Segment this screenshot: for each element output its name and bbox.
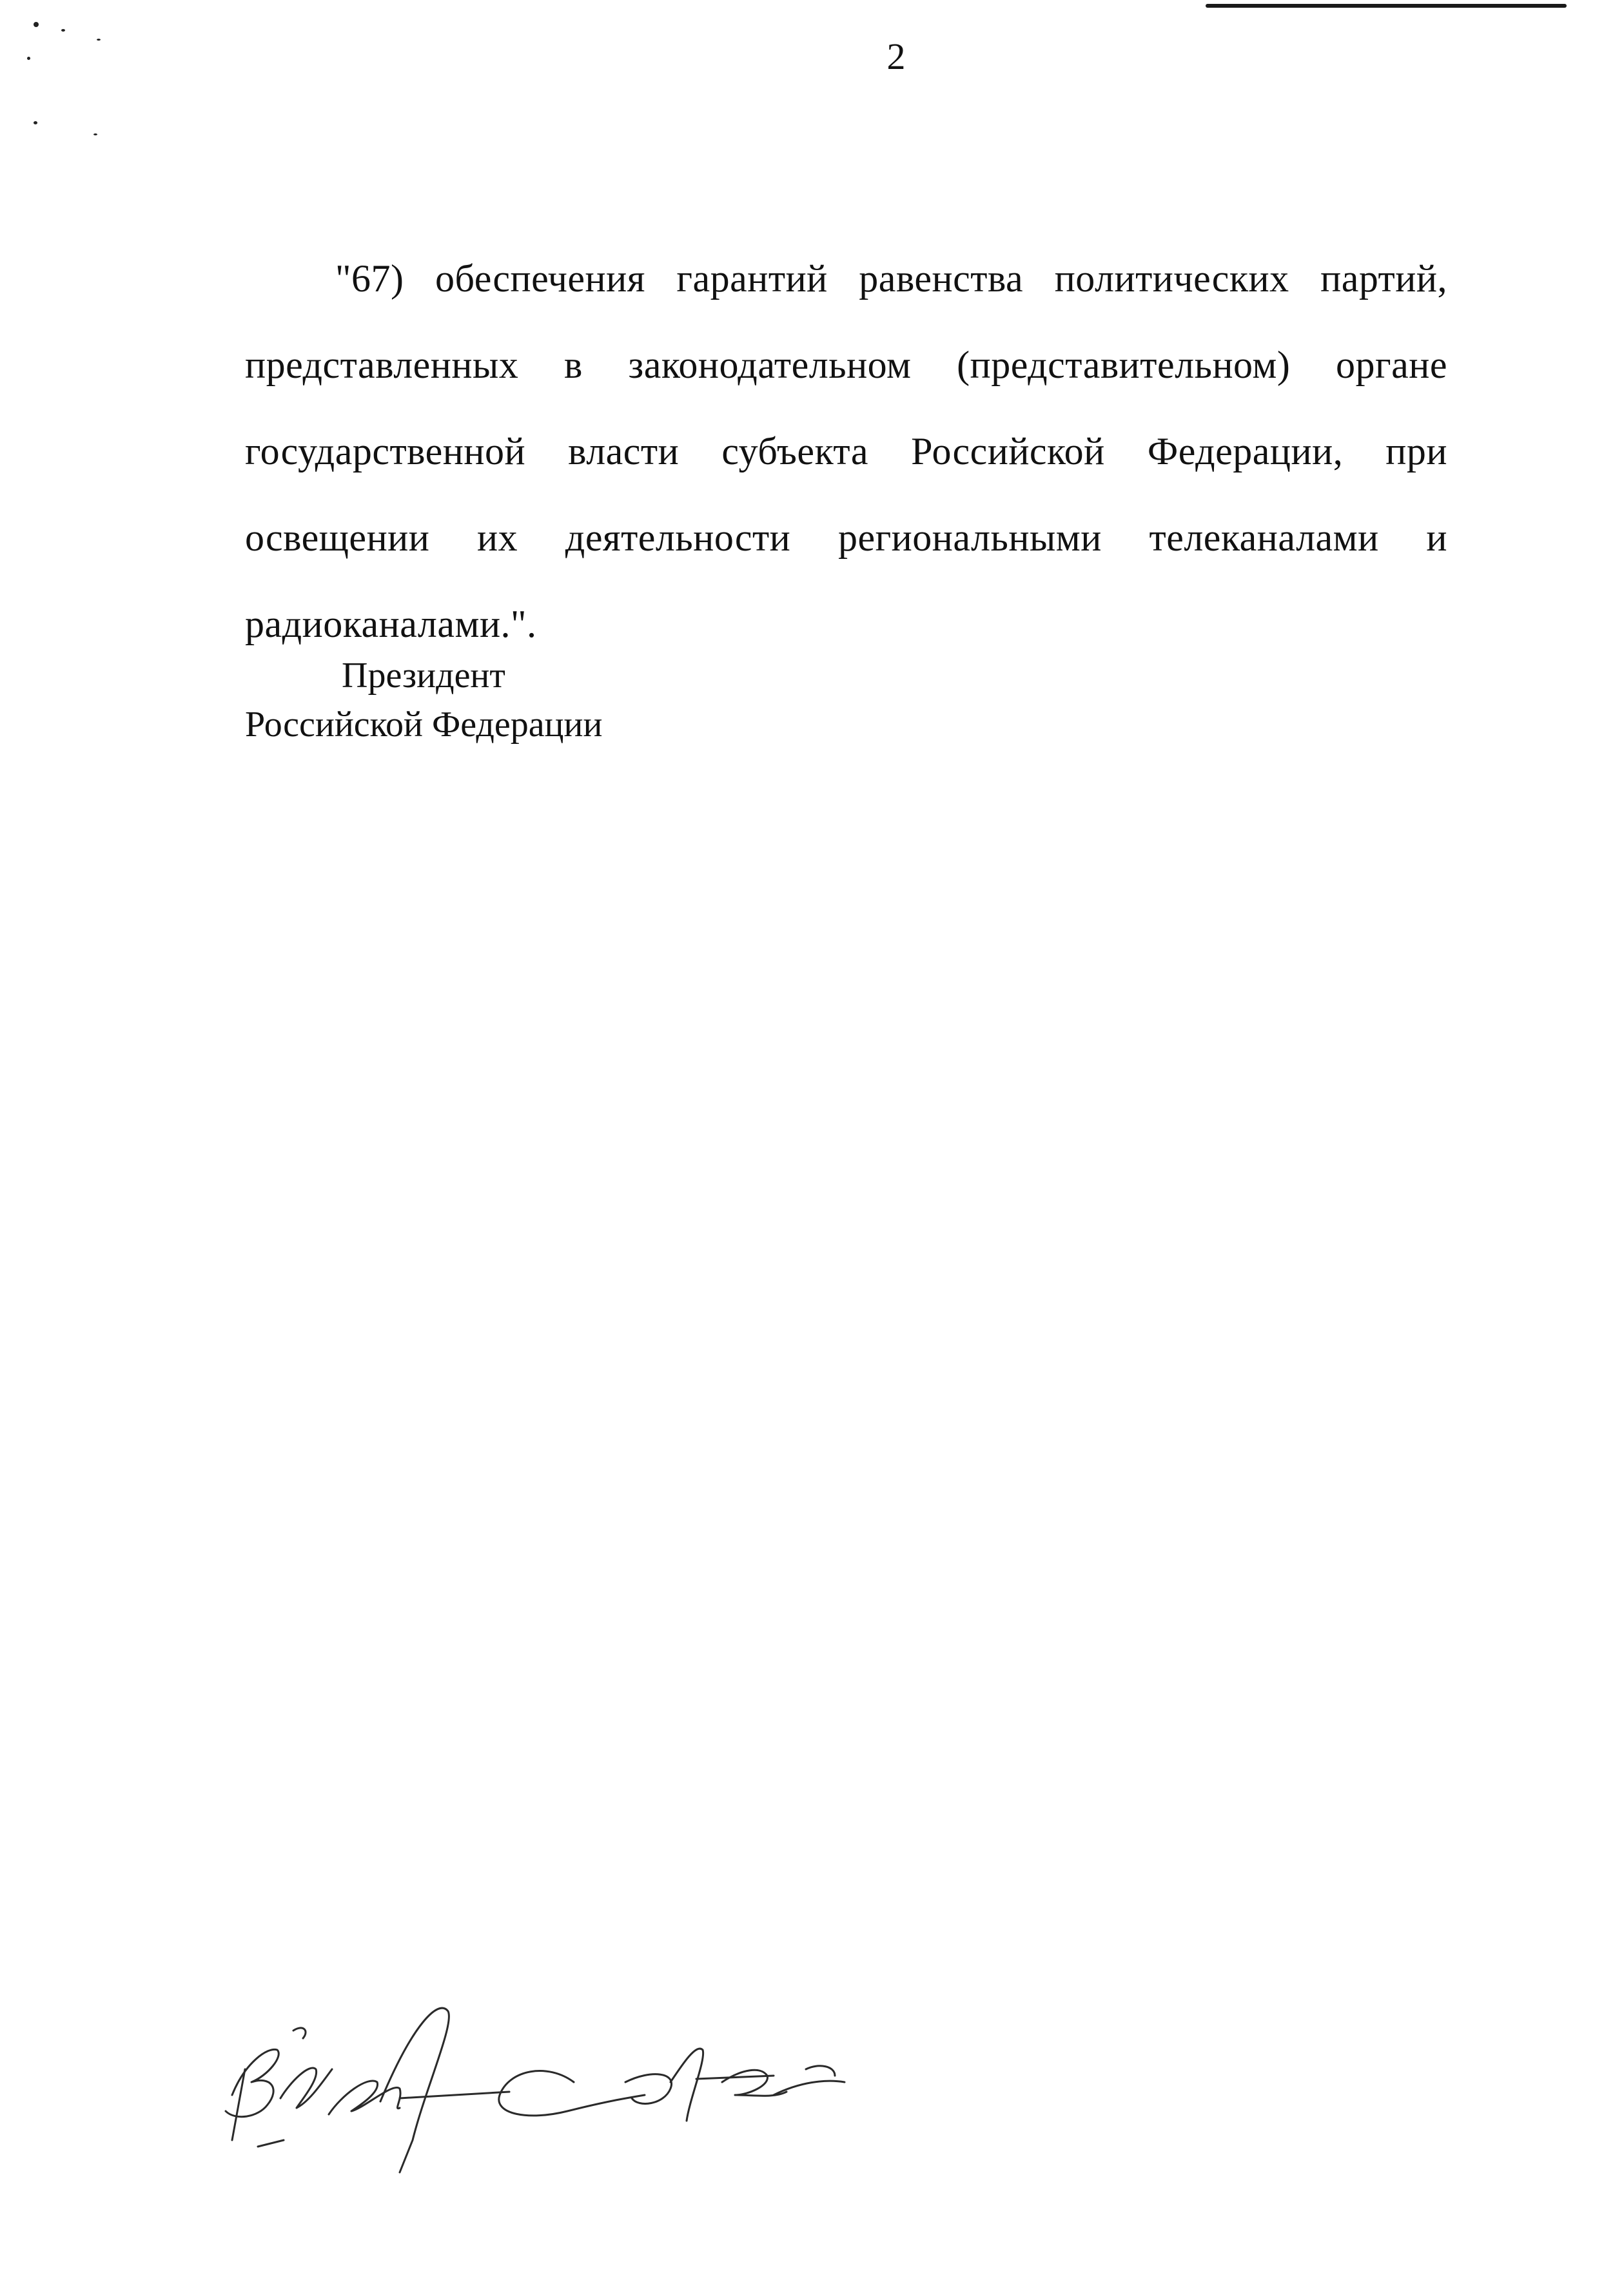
scan-artifact-dot [34, 121, 37, 124]
article-paragraph: "67) обеспечения гарантий равенства политических партий, представленных в законодательном (представительном) органе государственной власти субъекта Российской Федерации, при освещении их деятельности региональными телеканалами и радиоканалами.". [245, 257, 1447, 645]
page-number: 2 [886, 35, 906, 77]
top-edge-rule [1206, 4, 1567, 8]
scan-artifact-dot [93, 133, 97, 135]
signatory-title: Президент [342, 656, 505, 696]
scan-artifact-dot [34, 22, 39, 27]
signatory-block [245, 651, 602, 749]
scan-artifact-dot [27, 57, 30, 60]
scan-artifact-dot [61, 29, 65, 32]
scan-artifact-dot [97, 39, 101, 41]
handwritten-signature-icon [206, 1985, 883, 2179]
signatory-country: Российской Федерации [245, 705, 603, 745]
